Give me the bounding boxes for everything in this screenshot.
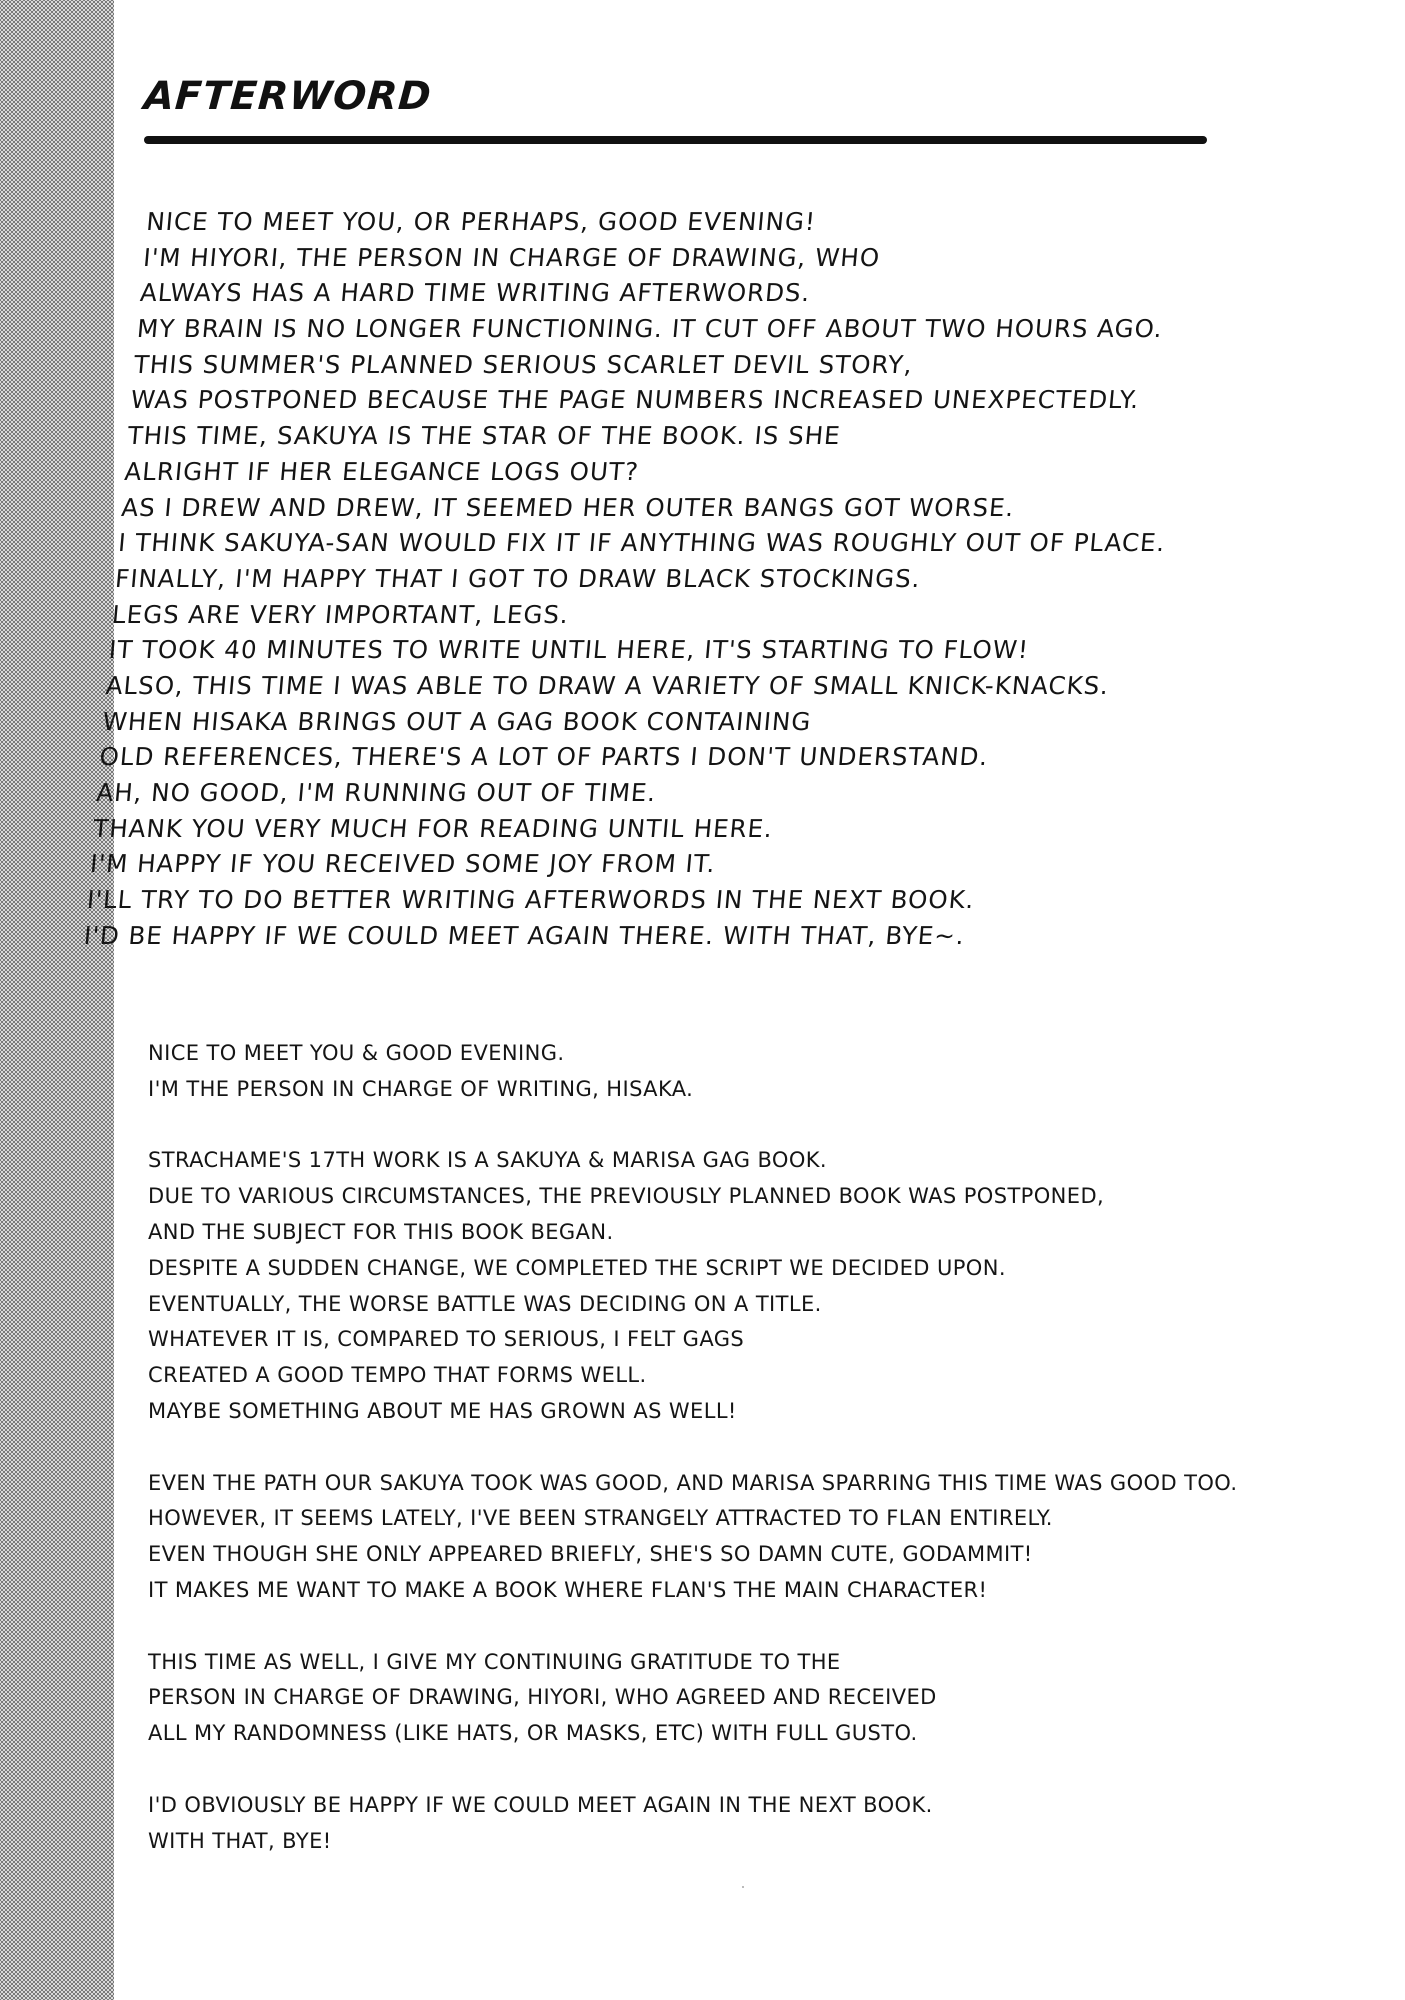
text-line: I'LL TRY TO DO BETTER WRITING AFTERWORDS IN THE NEXT BOOK. (85, 885, 976, 915)
text-line: HOWEVER, IT SEEMS LATELY, I'VE BEEN STRANGELY ATTRACTED TO FLAN ENTIRELY. (148, 1506, 1053, 1531)
text-line: DUE TO VARIOUS CIRCUMSTANCES, THE PREVIOUSLY PLANNED BOOK WAS POSTPONED, (148, 1184, 1105, 1209)
text-line: ALWAYS HAS A HARD TIME WRITING AFTERWORDS. (138, 278, 812, 308)
text-line: DESPITE A SUDDEN CHANGE, WE COMPLETED THE SCRIPT WE DECIDED UPON. (148, 1255, 1006, 1280)
text-line: AND THE SUBJECT FOR THIS BOOK BEGAN. (148, 1219, 614, 1244)
text-line: IT MAKES ME WANT TO MAKE A BOOK WHERE FLAN'S THE MAIN CHARACTER! (148, 1577, 988, 1602)
text-line: OLD REFERENCES, THERE'S A LOT OF PARTS I DON'T UNDERSTAND. (98, 742, 990, 772)
text-line: CREATED A GOOD TEMPO THAT FORMS WELL. (148, 1363, 647, 1388)
text-line: AS I DREW AND DREW, IT SEEMED HER OUTER BANGS GOT WORSE. (120, 492, 1016, 522)
print-speck (742, 1886, 744, 1888)
hiyori-afterword (82, 204, 1268, 953)
text-line: NICE TO MEET YOU, OR PERHAPS, GOOD EVENING! (145, 207, 818, 236)
text-line: THIS TIME, SAKUYA IS THE STAR OF THE BOOK. IS SHE (126, 421, 842, 451)
paragraph-about-book (148, 1143, 1348, 1429)
text-line: NICE TO MEET YOU & GOOD EVENING. (148, 1041, 565, 1065)
text-line: IT TOOK 40 MINUTES TO WRITE UNTIL HERE, IT'S STARTING TO FLOW! (107, 635, 1031, 665)
text-line: I'M HIYORI, THE PERSON IN CHARGE OF DRAWING, WHO (142, 242, 882, 272)
text-line: PERSON IN CHARGE OF DRAWING, HIYORI, WHO AGREED AND RECEIVED (148, 1685, 937, 1710)
text-line: MY BRAIN IS NO LONGER FUNCTIONING. IT CUT OFF ABOUT TWO HOURS AGO. (135, 314, 1165, 344)
text-line: WHEN HISAKA BRINGS OUT A GAG BOOK CONTAINING (101, 706, 813, 736)
text-line: THANK YOU VERY MUCH FOR READING UNTIL HERE. (92, 813, 775, 843)
text-line: ALRIGHT IF HER ELEGANCE LOGS OUT? (123, 456, 641, 486)
title-underline (144, 136, 1207, 144)
text-line: I'D OBVIOUSLY BE HAPPY IF WE COULD MEET AGAIN IN THE NEXT BOOK. (148, 1792, 933, 1817)
text-line: I'D BE HAPPY IF WE COULD MEET AGAIN THERE. WITH THAT, BYE~. (82, 920, 967, 950)
paragraph-farewell (148, 1788, 1348, 1860)
text-line: THIS SUMMER'S PLANNED SERIOUS SCARLET DEVIL STORY, (132, 349, 915, 379)
text-line: EVEN THE PATH OUR SAKUYA TOOK WAS GOOD, AND MARISA SPARRING THIS TIME WAS GOOD TOO. (148, 1470, 1238, 1495)
text-line: I'M HAPPY IF YOU RECEIVED SOME JOY FROM IT. (88, 849, 717, 879)
text-line: WITH THAT, BYE! (148, 1828, 332, 1853)
screentone-margin (0, 0, 114, 2000)
text-line: EVENTUALLY, THE WORSE BATTLE WAS DECIDING ON A TITLE. (148, 1291, 822, 1316)
text-line: THIS TIME AS WELL, I GIVE MY CONTINUING GRATITUDE TO THE (148, 1649, 841, 1674)
text-line: LEGS ARE VERY IMPORTANT, LEGS. (110, 599, 571, 629)
paragraph-greeting (148, 1036, 1348, 1108)
page-title: AFTERWORD (142, 74, 434, 119)
text-line: I'M THE PERSON IN CHARGE OF WRITING, HISAKA. (148, 1076, 694, 1101)
text-line: ALSO, THIS TIME I WAS ABLE TO DRAW A VARIETY OF SMALL KNICK-KNACKS. (104, 670, 1111, 700)
text-line: WHATEVER IT IS, COMPARED TO SERIOUS, I FELT GAGS (148, 1327, 745, 1352)
text-line: MAYBE SOMETHING ABOUT ME HAS GROWN AS WELL! (148, 1398, 737, 1423)
text-line: STRACHAME'S 17TH WORK IS A SAKUYA & MARISA GAG BOOK. (148, 1148, 828, 1173)
text-line: FINALLY, I'M HAPPY THAT I GOT TO DRAW BLACK STOCKINGS. (113, 563, 922, 593)
text-line: AH, NO GOOD, I'M RUNNING OUT OF TIME. (95, 778, 658, 807)
paragraph-characters (148, 1466, 1348, 1609)
paragraph-gratitude (148, 1645, 1348, 1752)
afterword-page (82, 0, 1405, 2000)
text-line: ALL MY RANDOMNESS (LIKE HATS, OR MASKS, ETC) WITH FULL GUSTO. (148, 1721, 918, 1746)
hisaka-afterword (148, 1036, 1348, 1895)
text-line: EVEN THOUGH SHE ONLY APPEARED BRIEFLY, SHE'S SO DAMN CUTE, GODAMMIT! (148, 1542, 1033, 1567)
text-line: WAS POSTPONED BECAUSE THE PAGE NUMBERS INCREASED UNEXPECTEDLY. (129, 385, 1141, 415)
text-line: I THINK SAKUYA-SAN WOULD FIX IT IF ANYTHING WAS ROUGHLY OUT OF PLACE. (117, 528, 1167, 558)
